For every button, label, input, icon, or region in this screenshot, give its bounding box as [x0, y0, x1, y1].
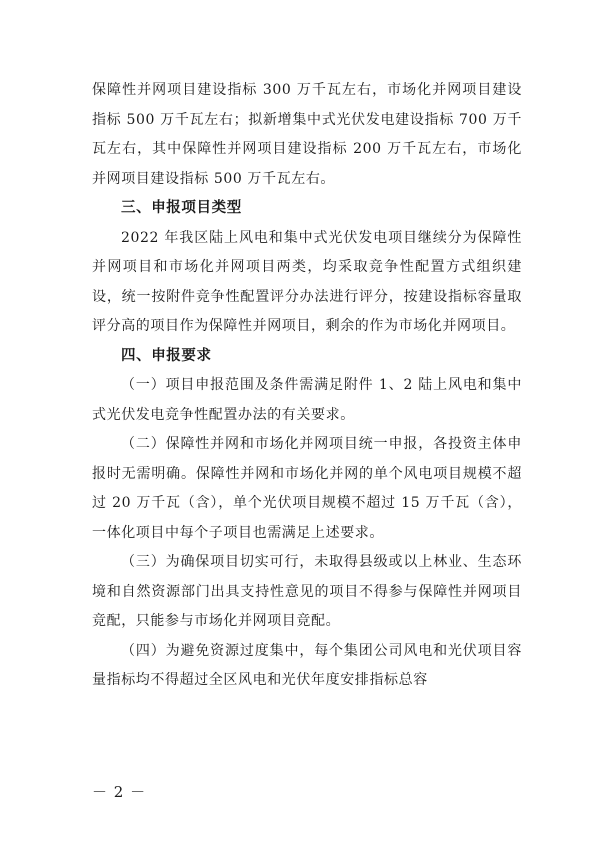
document-body	[92, 76, 522, 696]
section-heading-requirements: 四、申报要求	[121, 347, 212, 364]
paragraph-project-types: 2022 年我区陆上风电和集中式光伏发电项目继续分为保障性并网项目和市场化并网项目两类，均采取竞争性配置方式组织建设，统一按附件竞争性配置评分办法进行评分，按建设指标容量取评分高的项目作为保障性并网项目，剩余的作为市场化并网项目。	[92, 229, 522, 334]
paragraph-requirement-1: （一）项目申报范围及条件需满足附件 1、2 陆上风电和集中式光伏发电竞争性配置办法的有关要求。	[92, 377, 522, 423]
paragraph-requirement-4: （四）为避免资源过度集中，每个集团公司风电和光伏项目容量指标均不得超过全区风电和光伏年度安排指标总容	[92, 642, 522, 688]
paragraph-requirement-2: （二）保障性并网和市场化并网项目统一申报，各投资主体申报时无需明确。保障性并网和市场化并网的单个风电项目规模不超过 20 万千瓦（含），单个光伏项目规模不超过 15 万千瓦（含），一体化项目中每个子项目也需满足上述要求。	[92, 436, 522, 541]
page-number: － 2 －	[92, 783, 147, 801]
paragraph-continued-indicators: 保障性并网项目建设指标 300 万千瓦左右，市场化并网项目建设指标 500 万千瓦左右；拟新增集中式光伏发电建设指标 700 万千瓦左右，其中保障性并网项目建设指标 200 万千瓦左右，市场化并网项目建设指标 500 万千瓦左右。	[92, 82, 522, 187]
paragraph-requirement-3: （三）为确保项目切实可行，未取得县级或以上林业、生态环境和自然资源部门出具支持性意见的项目不得参与保障性并网项目竞配，只能参与市场化并网项目竞配。	[92, 554, 522, 629]
section-heading-project-types: 三、申报项目类型	[121, 200, 242, 216]
